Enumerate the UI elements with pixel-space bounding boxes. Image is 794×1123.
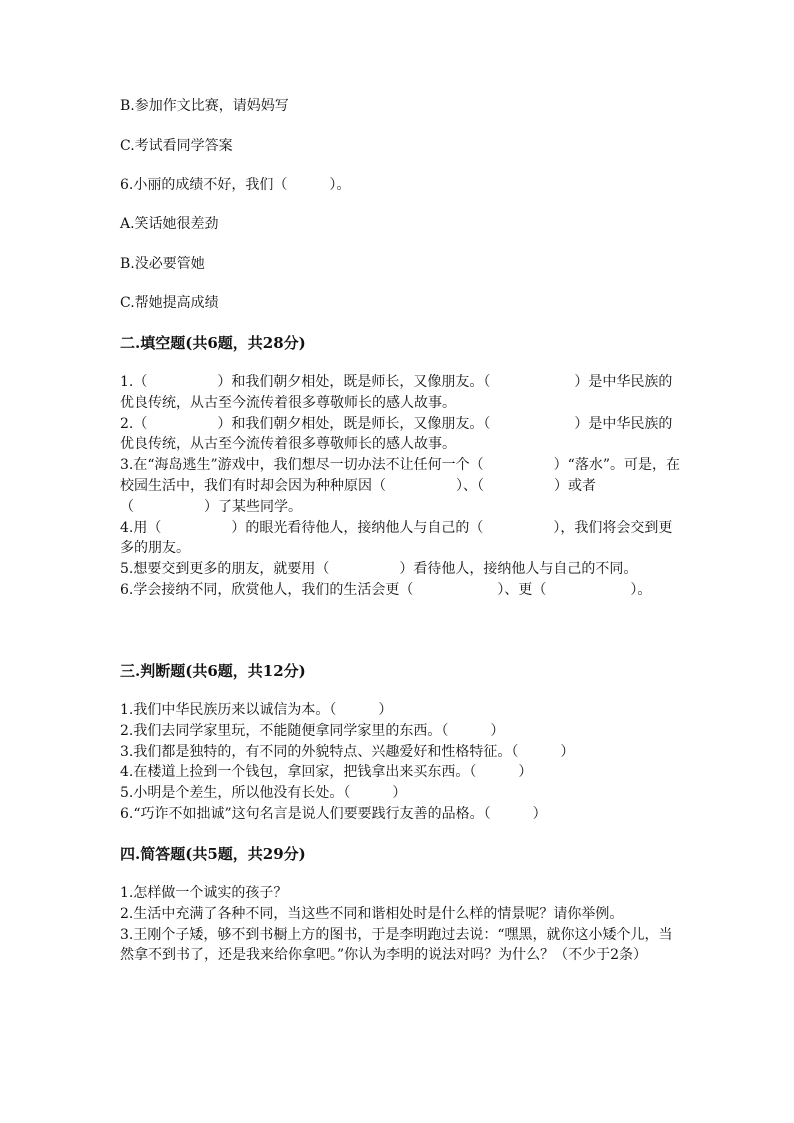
fill-in-question-list xyxy=(120,372,680,601)
section-title-fill-in: 二.填空题(共6题，共28分) xyxy=(120,334,306,352)
short-answer-question: 1.怎样做一个诚实的孩子？ xyxy=(120,885,288,901)
true-false-question: 1.我们中华民族历来以诚信为本。（ ） xyxy=(120,702,393,718)
q5-option-b: B.参加作文比赛，请妈妈写 xyxy=(120,98,289,114)
short-answer-question: 2.生活中充满了各种不同，当这些不同和谐相处时是什么样的情景呢？请你举例。 xyxy=(120,905,624,922)
short-answer-question: 3.王刚个子矮，够不到书橱上方的图书，于是李明跑过去说：“嘿黑，就你这小矮个儿，当然拿不到书了，还是我来给你拿吧。”你认为李明的说法对吗？为什么？（不少于2条） xyxy=(120,926,673,964)
true-false-question: 2.我们去同学家里玩，不能随便拿同学家里的东西。（ ） xyxy=(120,722,505,739)
fill-in-question: 2.（ ）和我们朝夕相处，既是师长，又像朋友。（ ）是中华民族的优良传统，从古至今流传着很多尊敬师长的感人故事。 xyxy=(120,415,673,453)
true-false-question: 5.小明是个差生，所以他没有长处。（ ） xyxy=(120,785,407,802)
true-false-question: 6.“巧诈不如拙诚”这句名言是说人们要要践行友善的品格。（ ） xyxy=(120,805,547,822)
section-title-true-false: 三.判断题(共6题，共12分) xyxy=(120,662,306,680)
true-false-question-list xyxy=(120,700,680,825)
q6-option-b: B.没必要管她 xyxy=(120,256,205,272)
q6-stem: 6.小丽的成绩不好，我们（ ）。 xyxy=(120,177,351,193)
fill-in-question: 6.学会接纳不同，欣赏他人，我们的生活会更（ ）、更（ ）。 xyxy=(120,581,652,598)
q6-option-a: A.笑话她很差劲 xyxy=(120,216,219,232)
section-title-short-answer: 四.简答题(共5题，共29分) xyxy=(120,845,306,863)
fill-in-question: 1.（ ）和我们朝夕相处，既是师长，又像朋友。（ ）是中华民族的优良传统，从古至今流传着很多尊敬师长的感人故事。 xyxy=(120,374,673,411)
true-false-question: 3.我们都是独特的，有不同的外貌特点、兴趣爱好和性格特征。（ ） xyxy=(120,743,575,760)
short-answer-question-list xyxy=(120,883,680,966)
fill-in-question: 5.想要交到更多的朋友，就要用（ ）看待他人，接纳他人与自己的不同。 xyxy=(120,561,638,578)
true-false-question: 4.在楼道上捡到一个钱包，拿回家，把钱拿出来买东西。（ ） xyxy=(120,764,533,781)
q5-option-c: C.考试看同学答案 xyxy=(120,138,233,154)
q6-option-c: C.帮她提高成绩 xyxy=(120,295,219,311)
fill-in-question: 3.在“海岛逃生”游戏中，我们想尽一切办法不让任何一个（ ）“落水”。可是，在校园生活中，我们有时却会因为种种原因（ ）、（ ）或者（ ）了某些同学。 xyxy=(120,457,680,515)
fill-in-question: 4.用（ ）的眼光看待他人，接纳他人与自己的（ ），我们将会交到更多的朋友。 xyxy=(120,519,673,557)
